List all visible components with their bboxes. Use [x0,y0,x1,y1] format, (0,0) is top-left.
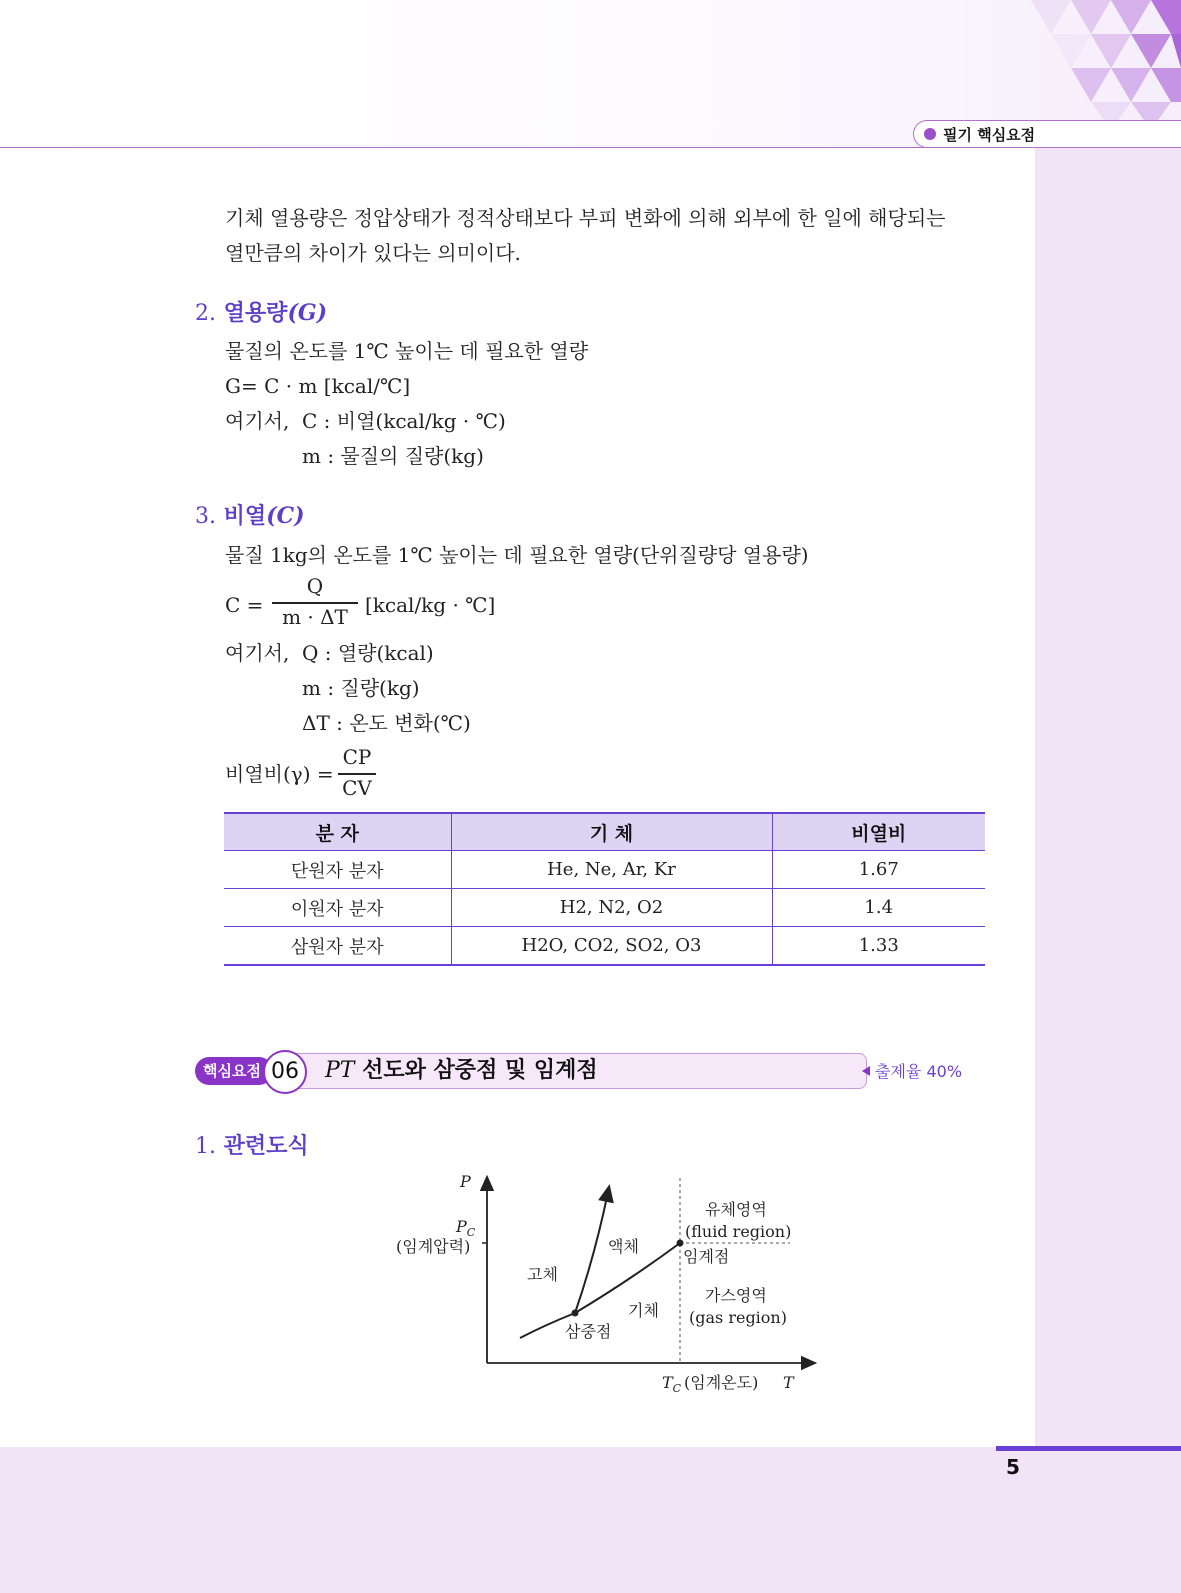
header-molecule: 분 자 [224,813,451,851]
heading-number: 3. [195,504,216,529]
footer-band [0,1447,1181,1593]
bullet-icon [924,128,936,140]
heat-capacity-description: 물질의 온도를 1℃ 높이는 데 필요한 열량 [225,339,589,363]
tc-label [662,1373,682,1395]
formula-unit: [kcal/kg · ℃] [365,593,496,617]
fluid-region-label: 유체영역 [705,1200,767,1219]
cell-ratio: 1.33 [772,927,985,966]
heading-title: 비열 [223,503,267,529]
critical-point-label: 임계점 [683,1247,730,1266]
side-margin-band [1035,147,1181,1447]
t-axis-label: T [783,1373,794,1392]
heat-ratio-fraction [338,745,376,801]
critical-point-marker [677,1240,684,1247]
definition-mass: m : 물질의 질량(kg) [302,444,484,468]
specific-heat-fraction [272,574,358,630]
header-rule [0,147,1035,148]
definition-mass-2: m : 질량(kg) [302,676,420,700]
pc-subscript: C [466,1226,476,1239]
solid-label: 고체 [527,1265,558,1284]
exam-rate [862,1059,962,1082]
pc-note: (임계압력) [396,1237,471,1256]
heat-capacity-formula: G= C · m [kcal/℃] [225,374,411,398]
cell-gas: He, Ne, Ar, Kr [451,851,772,889]
specific-heat-ratio-table [224,812,985,966]
tc-subscript: C [672,1382,682,1395]
cell-molecule: 삼원자 분자 [224,927,451,966]
table-row [224,889,985,927]
core-point-label: 핵심요점 [195,1057,273,1085]
core-point-banner [195,1050,870,1090]
heading-diagram [195,1129,309,1160]
formula-lhs: C = [225,593,264,617]
liquid-label: 액체 [608,1237,639,1256]
gas-region-label: 가스영역 [705,1286,767,1305]
heading-symbol: (C) [266,503,305,529]
specific-heat-description: 물질 1kg의 온도를 1℃ 높이는 데 필요한 열량(단위질량당 열용량) [225,543,809,567]
definition-heat: Q : 열량(kcal) [302,641,434,665]
fraction-numerator: Q [306,574,324,598]
fluid-region-english: (fluid region) [685,1222,792,1241]
title-text: 선도와 삼중점 및 임계점 [354,1058,598,1083]
header-gas: 기 체 [451,813,772,851]
exam-rate-text: 출제율 40% [875,1062,963,1081]
heading-number: 1. [195,1134,216,1159]
fraction-bar [272,602,358,604]
ratio-lhs: 비열비(γ) = [225,762,334,786]
core-point-title [325,1054,598,1088]
tc-symbol: T [662,1373,673,1392]
ratio-numerator: CP [342,745,372,769]
gas-region-english: (gas region) [689,1308,787,1327]
heading-heat-capacity [195,296,327,327]
triple-point-label: 삼중점 [565,1322,612,1341]
triple-point-marker [572,1310,579,1317]
table-row [224,851,985,889]
tc-note: (임계온도) [684,1373,759,1392]
pc-symbol: P [456,1217,467,1236]
cell-gas: H2O, CO2, SO2, O3 [451,927,772,966]
core-point-number: 06 [263,1050,307,1094]
intro-line-2: 열만큼의 차이가 있다는 의미이다. [225,241,521,265]
pt-diagram [390,1170,820,1395]
header-ratio: 비열비 [772,813,985,851]
cell-ratio: 1.67 [772,851,985,889]
fraction-denominator: m · ΔT [282,605,348,629]
heading-title: 관련도식 [223,1133,309,1159]
page-number: 5 [1006,1455,1020,1479]
heading-symbol: (G) [287,300,328,326]
intro-line-1: 기체 열용량은 정압상태가 정적상태보다 부피 변화에 의해 외부에 한 일에 해당되는 [225,206,946,230]
gas-label: 기체 [628,1301,659,1320]
p-axis-label: P [460,1172,471,1191]
header-triangle-decoration [991,0,1181,130]
section-tag [913,120,1181,148]
cell-gas: H2, N2, O2 [451,889,772,927]
heading-title: 열용량 [223,300,288,326]
table-header-row [224,813,985,851]
cell-molecule: 단원자 분자 [224,851,451,889]
definition-specific-heat: C : 비열(kcal/kg · ℃) [302,409,506,433]
table-row [224,927,985,966]
heading-number: 2. [195,301,216,326]
where-label-1: 여기서, [225,409,290,433]
section-tag-label: 필기 핵심요점 [943,126,1036,144]
title-symbol: PT [325,1058,355,1083]
cell-ratio: 1.4 [772,889,985,927]
where-label-2: 여기서, [225,641,290,665]
fraction-bar [338,773,376,775]
definition-temp-change: ΔT : 온도 변화(℃) [302,711,471,735]
ratio-denominator: CV [342,776,372,800]
pc-label [455,1217,476,1239]
heading-specific-heat [195,499,305,530]
footer-accent-bar [996,1446,1181,1451]
arrow-left-icon [862,1066,870,1076]
cell-molecule: 이원자 분자 [224,889,451,927]
